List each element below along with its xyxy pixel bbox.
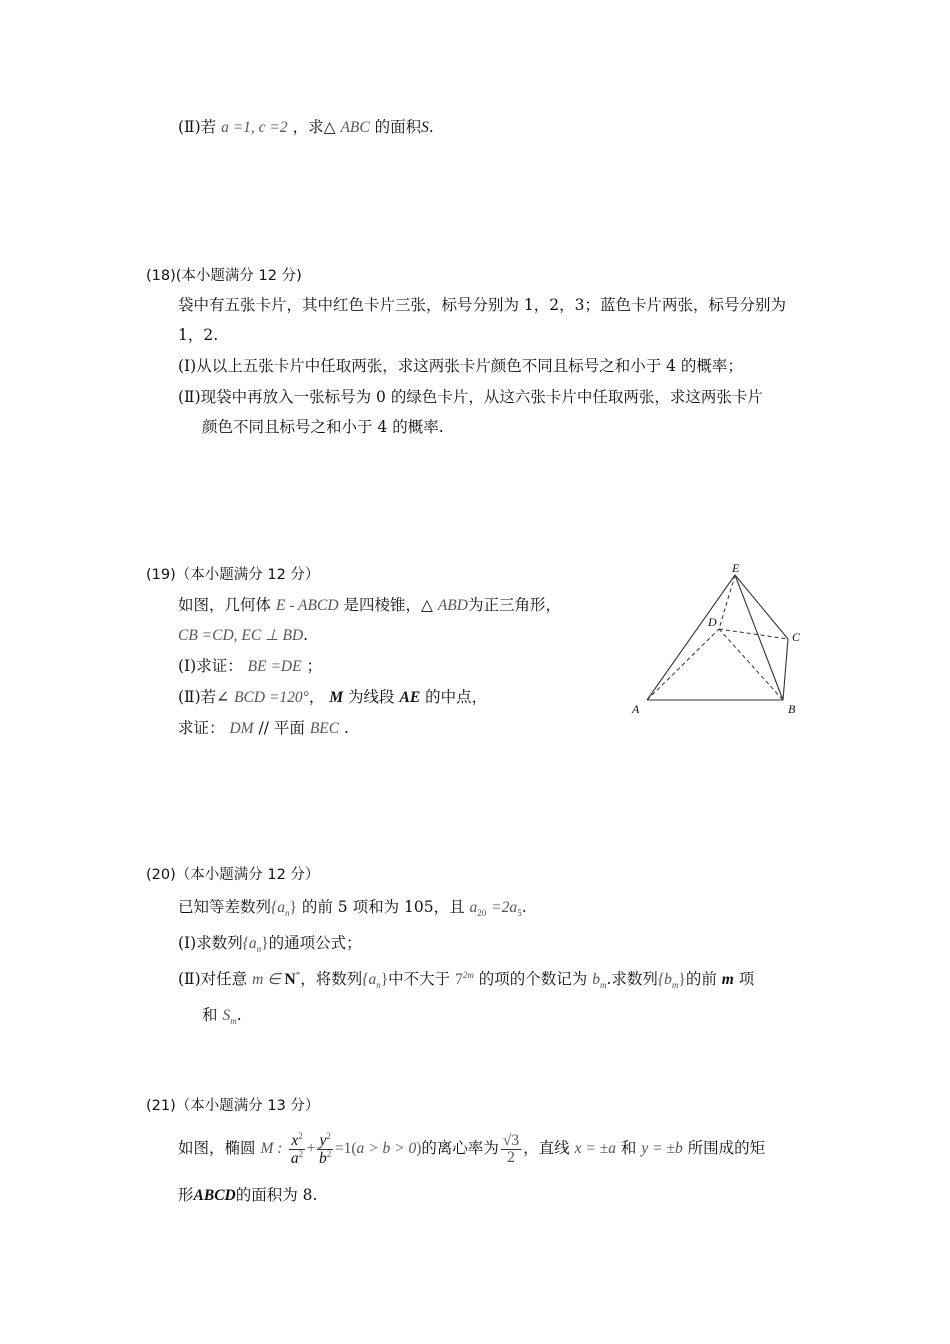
q19-stem-line1: 如图，几何体 E - ABCD 是四棱锥，△ ABD为正三角形， bbox=[178, 596, 561, 614]
edge-EC bbox=[735, 575, 788, 639]
q18-stem-line2: 1，2. bbox=[178, 326, 219, 344]
edge-EA bbox=[647, 575, 735, 700]
label-D: D bbox=[708, 615, 717, 629]
label-B: B bbox=[788, 702, 796, 716]
edge-ED bbox=[719, 575, 735, 629]
q19-part2: (Ⅱ)若∠ BCD =120°， M 为线段 AE 的中点， bbox=[178, 688, 488, 706]
q20-part2: (Ⅱ)对任意 m ∈ N*，将数列$\{a_n\}$中不大于 $7^{2m}$ 的项的个数记为 $b_m$.求数列$\{b_m\}$的前 m 项 bbox=[178, 969, 755, 991]
fraction-x2-a2: $\frac{x^2}{a^2}$ bbox=[290, 1130, 304, 1167]
q19-part2-proof: 求证： DM // 平面 BEC . bbox=[178, 719, 349, 737]
q19-part1: (Ⅰ)求证： BE =DE ； bbox=[178, 657, 323, 675]
q20-part2-cont: 和 $S_m$. bbox=[202, 1006, 242, 1027]
q21-stem-line1: 如图，椭圆 M : $\frac{x^2}{a^2}$ + $\frac{y^2}{b^2}$ =1(a > b > 0)的离心率为 $\frac{√3}{2}$ ，直线 x = ±a 和 y = ±b 所围成的矩 bbox=[178, 1130, 766, 1167]
edge-DB bbox=[719, 629, 783, 700]
q21-stem-line2: 形ABCD的面积为 8. bbox=[178, 1186, 318, 1204]
q20-header: (20)（本小题满分 12 分） bbox=[146, 867, 320, 883]
q20-stem: 已知等差数列$\{a_n\}$ 的前 5 项和为 105，且 $a_{20} =2a_5$. bbox=[178, 898, 527, 919]
edge-BC bbox=[783, 639, 788, 700]
fraction-sqrt3-2: $\frac{√3}{2}$ bbox=[502, 1131, 520, 1166]
q18-part2-line2: 颜色不同且标号之和小于 4 的概率. bbox=[202, 418, 444, 436]
q18-header: (18)(本小题满分 12 分) bbox=[146, 268, 302, 284]
edge-DC bbox=[719, 629, 788, 639]
q21-header: (21)（本小题满分 13 分） bbox=[146, 1098, 320, 1114]
q19-stem-line2: CB =CD, EC ⊥ BD. bbox=[178, 626, 309, 644]
q18-part2-line1: (Ⅱ)现袋中再放入一张标号为 0 的绿色卡片，从这六张卡片中任取两张，求这两张卡片 bbox=[178, 388, 763, 406]
q18-stem-line1: 袋中有五张卡片，其中红色卡片三张，标号分别为 1，2，3；蓝色卡片两张，标号分别为 bbox=[178, 296, 787, 314]
label-C: C bbox=[792, 630, 801, 644]
label-E: E bbox=[732, 561, 740, 575]
q18-part1: (Ⅰ)从以上五张卡片中任取两张，求这两张卡片颜色不同且标号之和小于 4 的概率； bbox=[178, 357, 743, 375]
q19-header: (19)（本小题满分 12 分） bbox=[146, 567, 320, 583]
q17-part2: (Ⅱ)若 a =1, c =2 ，求△ ABC 的面积S. bbox=[178, 118, 434, 136]
label-A: A bbox=[632, 702, 640, 716]
q19-pyramid-figure bbox=[620, 560, 820, 725]
q17-condition-math: a =1, c =2 bbox=[221, 119, 288, 136]
edge-AD bbox=[647, 629, 719, 700]
fraction-y2-b2: $\frac{y^2}{b^2}$ bbox=[319, 1130, 332, 1167]
q20-part1: (Ⅰ)求数列$\{a_n\}$的通项公式； bbox=[178, 934, 362, 955]
